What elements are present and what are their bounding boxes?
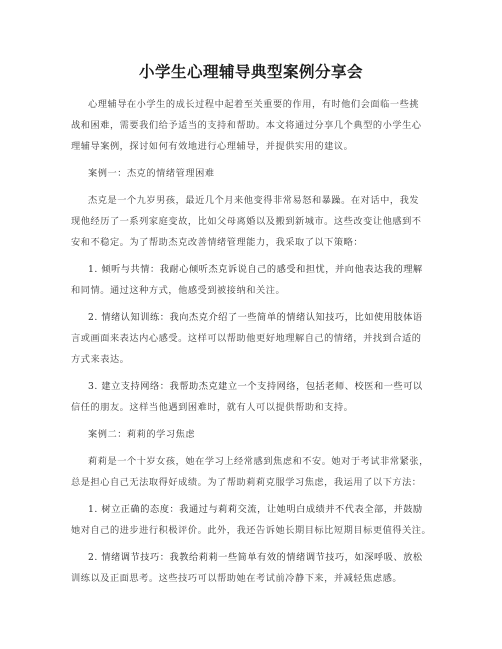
intro-line: 理辅导案例，探讨如何有效地进行心理辅导，并提供实用的建议。 [71,141,354,152]
case1-strategy-line: 方式来表达。 [71,354,130,365]
intro-line: 心理辅导在小学生的成长过程中起着至关重要的作用，有时他们会面临一些挑 [88,99,420,110]
case1-strategy-line: 和同情。通过这种方式，他感受到被接纳和关注。 [71,285,286,296]
case1-heading: 案例一：杰克的情绪管理困难 [88,168,215,179]
case2-desc-line: 总是担心自己无法取得好成绩。为了帮助莉莉克服学习焦虑，我运用了以下方法： [71,477,422,488]
case2-strategy-line: 1. 树立正确的态度：我通过与莉莉交流，让她明白成绩并不代表全部，并鼓励 [88,504,423,515]
case2-strategy-line: 2. 情绪调节技巧：我教给莉莉一些简单有效的情绪调节技巧，如深呼吸、放松 [88,552,423,563]
case2-heading: 案例二：莉莉的学习焦虑 [88,429,196,440]
case1-strategy-line: 1. 倾听与共情：我耐心倾听杰克诉说自己的感受和担忧，并向他表达我的理解 [88,264,423,275]
case2-desc-line: 莉莉是一个十岁女孩，她在学习上经常感到焦虑和不安。她对于考试非常紧张， [88,456,429,467]
intro-line: 战和困难，需要我们给予适当的支持和帮助。本文将通过分享几个典型的小学生心 [71,120,422,131]
case1-desc-line: 现他经历了一系列家庭变故，比如父母离婚以及搬到新城市。这些改变让他感到不 [71,216,422,227]
case1-strategy-line: 2. 情绪认知训练：我向杰克介绍了一些简单的情绪认知技巧，比如使用肢体语 [88,312,423,323]
case1-desc-line: 杰克是一个九岁男孩，最近几个月来他变得非常易怒和暴躁。在对话中，我发 [88,195,420,206]
case1-desc-line: 安和不稳定。为了帮助杰克改善情绪管理能力，我采取了以下策略： [71,237,364,248]
case1-strategy-line: 3. 建立支持网络：我帮助杰克建立一个支持网络，包括老师、校医和一些可以 [88,381,423,392]
case1-strategy-line: 信任的朋友。这样当他遇到困难时，就有人可以提供帮助和支持。 [71,402,354,413]
case2-strategy-line: 训练以及正面思考。这些技巧可以帮助她在考试前冷静下来，并减轻焦虑感。 [71,573,403,584]
document-title: 小学生心理辅导典型案例分享会 [138,63,363,81]
case2-strategy-line: 她对自己的进步进行积极评价。此外，我还告诉她长期目标比短期目标更值得关注。 [71,525,432,536]
case1-strategy-line: 言或画面来表达内心感受。这样可以帮助他更好地理解自己的情绪，并找到合适的 [71,333,422,344]
